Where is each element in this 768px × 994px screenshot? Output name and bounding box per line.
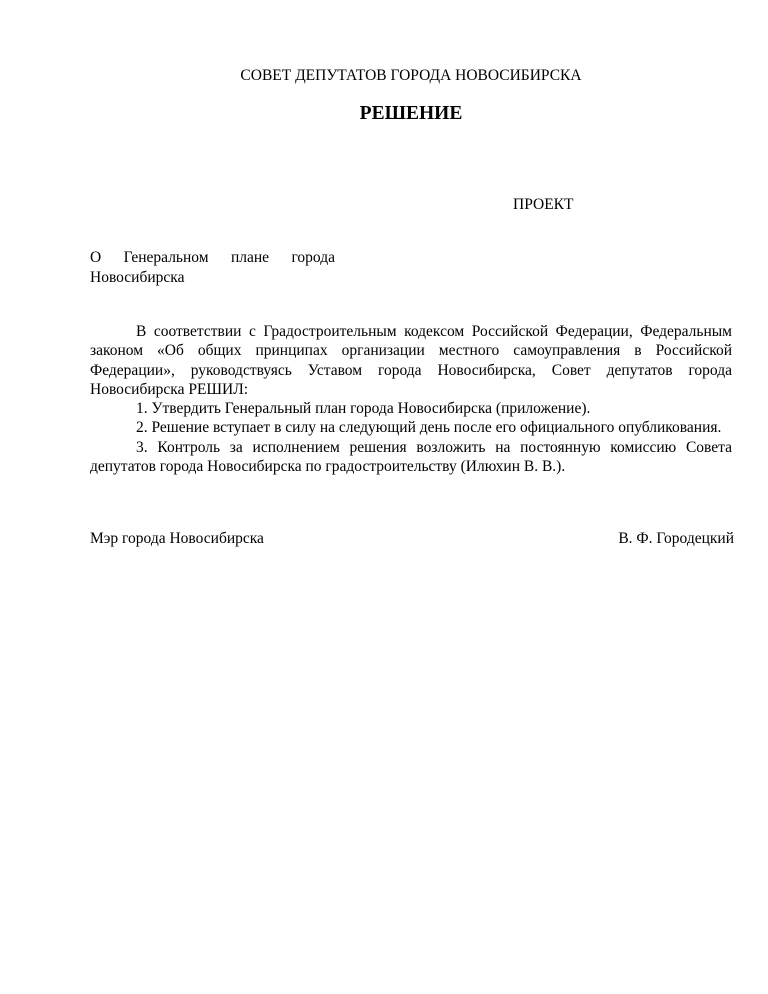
document-body	[90, 322, 732, 476]
draft-mark: ПРОЕКТ	[513, 196, 574, 213]
resolution-item-1: 1. Утвердить Генеральный план города Новосибирска (приложение).	[136, 400, 591, 418]
document-title: РЕШЕНИЕ	[359, 103, 463, 124]
signatory-position: Мэр города Новосибирска	[90, 530, 264, 547]
signature-block	[90, 530, 734, 548]
document-subject: О Генеральном плане города Новосибирска	[90, 249, 335, 286]
preamble-paragraph: В соответствии с Градостроительным кодексом Российской Федерации, Федеральным законом «Об общих принципах организации местного самоуправления в Российской Федерации», руководствуясь Уставом города Новосибирска, Совет депутатов города Новосибирска РЕШИЛ:	[90, 323, 732, 398]
signatory-name: В. Ф. Городецкий	[618, 530, 734, 547]
resolution-item-2: 2. Решение вступает в силу на следующий день после его официального опубликования.	[136, 419, 722, 437]
organization-name: СОВЕТ ДЕПУТАТОВ ГОРОДА НОВОСИБИРСКА	[240, 67, 582, 84]
resolution-item-3: 3. Контроль за исполнением решения возложить на постоянную комиссию Совета депутатов города Новосибирска по градостроительству (Илюхин В. В.).	[90, 438, 732, 476]
